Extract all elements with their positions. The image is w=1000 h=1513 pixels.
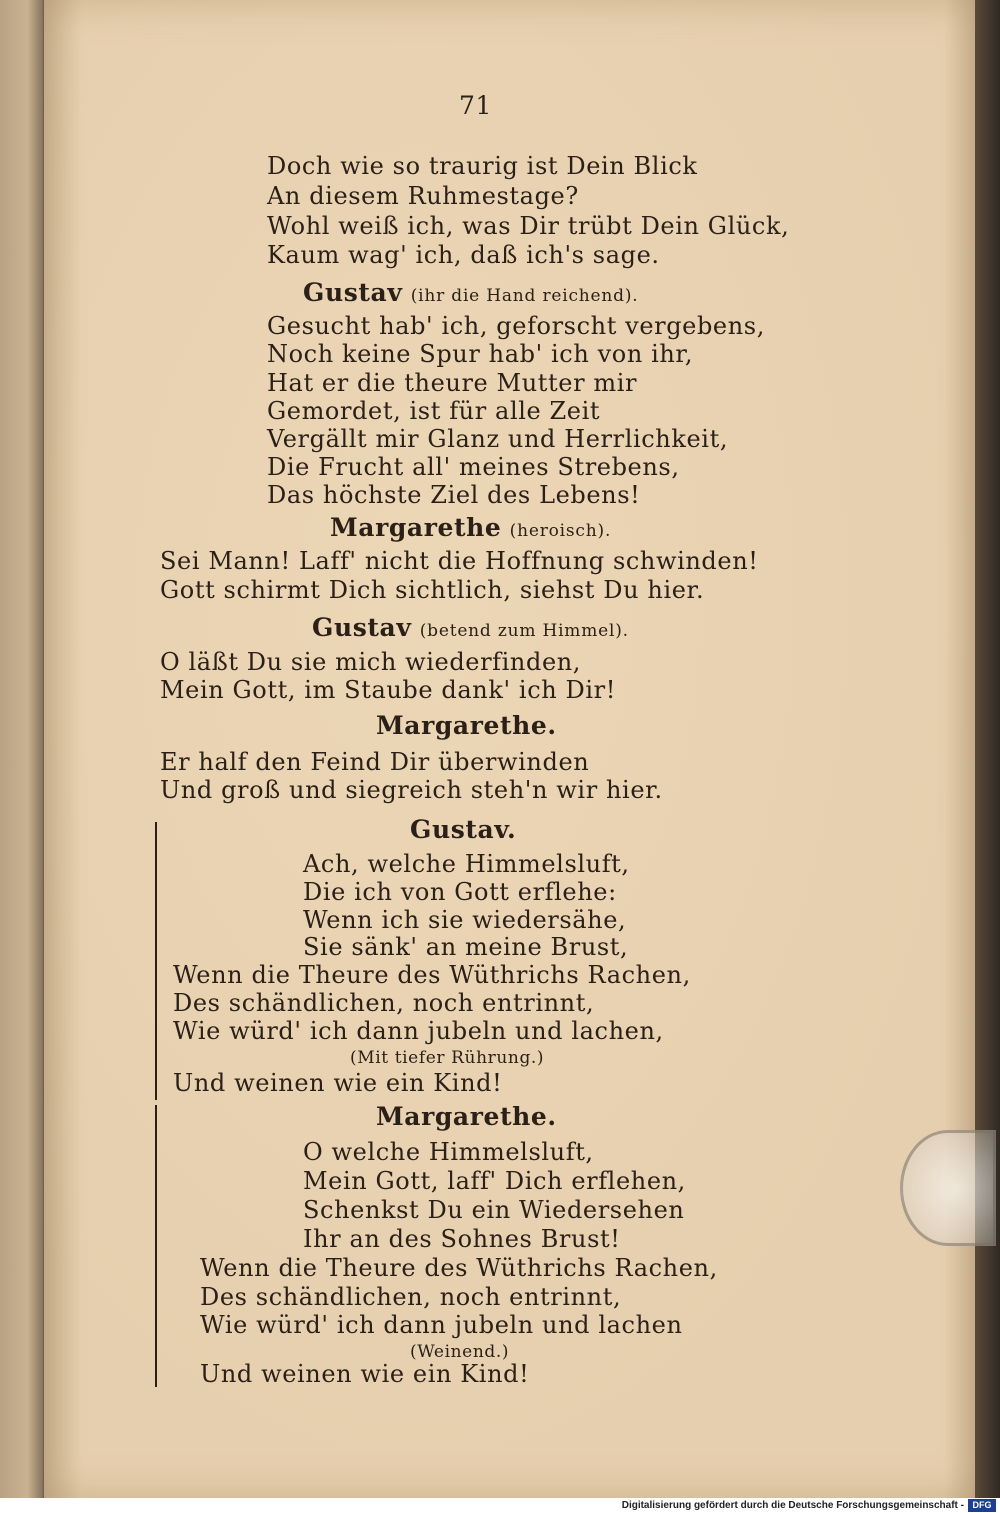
brace-bracket — [155, 1105, 171, 1387]
verse-line: Ihr an des Sohnes Brust! — [303, 1225, 621, 1253]
verse-line: Er half den Feind Dir überwinden — [160, 748, 590, 776]
verse-line: Wenn die Theure des Wüthrichs Rachen, — [173, 961, 691, 989]
verse-line: O welche Himmelsluft, — [303, 1138, 594, 1166]
verse-line: Des schändlichen, noch entrinnt, — [200, 1283, 622, 1311]
verse-line: Wie würd' ich dann jubeln und lachen, — [173, 1017, 664, 1045]
speaker-name: Gustav. — [410, 815, 517, 844]
speaker-name: Margarethe. — [376, 711, 557, 740]
speaker-name: Margarethe. — [376, 1102, 557, 1131]
verse-line: Und groß und siegreich steh'n wir hier. — [160, 776, 663, 804]
verse-line: Die ich von Gott erflehe: — [303, 878, 617, 906]
verse-line: Wohl weiß ich, was Dir trübt Dein Glück, — [267, 212, 790, 240]
verse-line: Kaum wag' ich, daß ich's sage. — [267, 241, 660, 269]
verse-line: Wie würd' ich dann jubeln und lachen — [200, 1311, 683, 1339]
speaker-heading — [330, 514, 611, 545]
verse-line: Wenn ich sie wiedersähe, — [303, 906, 627, 934]
dfg-logo: DFG — [968, 1499, 996, 1512]
speaker-name: Margarethe — [330, 513, 502, 542]
verse-line: Und weinen wie ein Kind! — [173, 1069, 503, 1097]
speaker-heading — [303, 279, 638, 310]
verse-line: Noch keine Spur hab' ich von ihr, — [267, 340, 694, 368]
speaker-direction: (heroisch). — [509, 521, 612, 541]
verse-line: Des schändlichen, noch entrinnt, — [173, 989, 595, 1017]
verse-line: Schenkst Du ein Wiedersehen — [303, 1196, 685, 1224]
speaker-heading — [312, 614, 629, 645]
speaker-direction: (betend zum Himmel). — [419, 621, 629, 641]
speaker-name: Gustav — [303, 278, 403, 307]
speaker-name: Gustav — [312, 613, 412, 642]
verse-line: Gemordet, ist für alle Zeit — [267, 397, 601, 425]
verse-line: O läßt Du sie mich wiederfinden, — [160, 648, 582, 676]
verse-line: Wenn die Theure des Wüthrichs Rachen, — [200, 1254, 718, 1282]
brace-bracket — [155, 822, 171, 1100]
page-number: 71 — [459, 91, 493, 120]
verse-line: Sie sänk' an meine Brust, — [303, 933, 629, 961]
verse-line: Vergällt mir Glanz und Herrlichkeit, — [267, 425, 729, 453]
verse-line: Doch wie so traurig ist Dein Blick — [267, 152, 698, 180]
verse-line: Mein Gott, laff' Dich erflehen, — [303, 1167, 686, 1195]
footer-credit: Digitalisierung gefördert durch die Deutsche Forschungsgemeinschaft - — [621, 1500, 964, 1511]
speaker-direction: (ihr die Hand reichend). — [410, 286, 639, 306]
verse-line: Und weinen wie ein Kind! — [200, 1360, 530, 1388]
verse-line: Gott schirmt Dich sichtlich, siehst Du hier. — [160, 576, 705, 604]
verse-line: Sei Mann! Laff' nicht die Hoffnung schwinden! — [160, 547, 759, 575]
verse-line: Hat er die theure Mutter mir — [267, 369, 638, 397]
verse-line: Das höchste Ziel des Lebens! — [267, 481, 641, 509]
verse-line: An diesem Ruhmestage? — [267, 182, 579, 210]
verse-line: Gesucht hab' ich, geforscht vergebens, — [267, 312, 765, 340]
stage-direction: (Weinend.) — [410, 1342, 510, 1362]
stage-direction: (Mit tiefer Rührung.) — [350, 1048, 545, 1068]
verse-line: Ach, welche Himmelsluft, — [303, 850, 630, 878]
verse-line: Mein Gott, im Staube dank' ich Dir! — [160, 676, 616, 704]
verse-line: Die Frucht all' meines Strebens, — [267, 453, 680, 481]
